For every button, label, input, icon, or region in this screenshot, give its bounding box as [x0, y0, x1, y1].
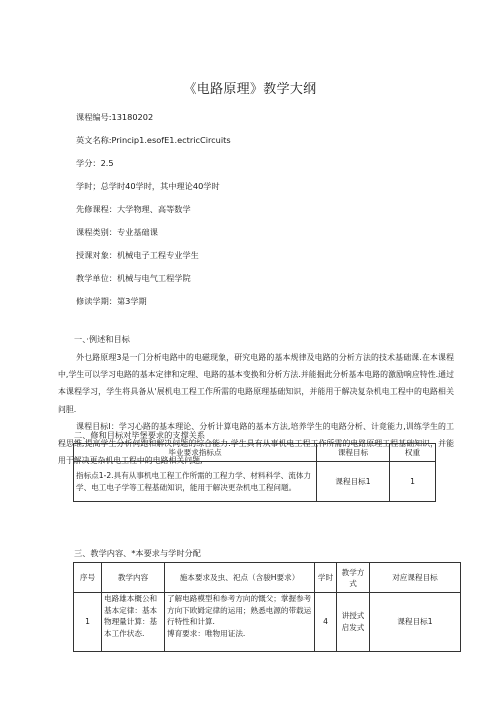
section1-heading: 一、·例述和目标 [74, 334, 130, 344]
course-category: 课程类别：专业基础课 [76, 227, 158, 237]
t1-header-objective: 课程目标 [317, 444, 390, 462]
t1-weight-cell: 1 [390, 462, 436, 502]
t1-objective-cell: 课程目标1 [317, 462, 390, 502]
table-row [74, 593, 461, 652]
t2-requirements-cell: 了解电路模型和参考方向的慨父；掌握参考方向下欧姆定律的运用；熟悉电源的带载运行特性和计算. 博育要求：唯物用证法. [165, 593, 315, 652]
t2-header-requirements: 施本要求及虫、祀点（含骏H要求） [165, 563, 315, 593]
intro-text: 外乜路原理3是一门分析电路中的电磁现象，研究电路的基本规律及电路的分析方法的技术基础课.在本课程中,学生可以学习电路的基本定律和定理、电路的基本变换和分析方法.并能掘此分析基本电路的激励响应特性.通过本课程学习，学生将具备从'展机电工程工作所需的电路原理基础知识，并能用于解决复杂机电工程中的电路相关问胆. [58, 353, 454, 414]
t2-header-hours: 学时 [315, 563, 337, 593]
t2-header-method: 教学方式 [337, 563, 370, 593]
semester: 修读学期：第3学期 [76, 296, 147, 306]
class-hours: 学时；总学时40学时，其中理论40学时 [76, 181, 220, 191]
requirement-support-table [73, 443, 436, 502]
section2-heading: 二、修和目标对毕堡要求的支撑关系 [74, 430, 206, 440]
objective-text: 课程目标I：学习心路的基本理论、分析计算电路的基本方法,培养学生的电路分析、计竟能力,训练学生的工程思维,提高学生分析何跑和解决问题的综合能力.学生具有从事机电工程工作所需的电路原理工程基础知识，并能用于解决更杂机电工程中的电路相关问题, [58, 422, 454, 466]
section3-heading: 三、教学内容、*本要求与学时分配 [74, 548, 201, 558]
prerequisites: 先修课程：大学物理、高等数学 [76, 204, 191, 214]
teaching-unit: 教学单位：机械与电气工程学院 [76, 273, 191, 283]
t1-header-indicator: 毕业要求指标点 [74, 444, 317, 462]
t2-content-cell: 电路雄本概公和基本定律：基本物理量计算：基本工作状态. [102, 593, 165, 652]
table-row [74, 462, 436, 502]
t2-no-cell: 1 [74, 593, 102, 652]
credits: 学分：2.5 [76, 158, 114, 168]
t2-header-content: 教学内容 [102, 563, 165, 593]
t2-header-no: 序号 [74, 563, 102, 593]
target-students: 授课对象：机械电子工程专业学生 [76, 250, 199, 260]
t2-method-cell: 讲授式启发式 [337, 593, 370, 652]
intro-paragraph [58, 349, 454, 418]
t2-objective-cell: 课程目标1 [370, 593, 461, 652]
t1-indicator-cell: 指标点1-2.具有从事机电工程工作所需的工程力学、材料科学、流体力学、电工电子学等工程基础知识，能用于解决更杂机电工程问题。 [74, 462, 317, 502]
course-code: 课程编号:13180202 [76, 112, 154, 122]
document-title: 《电路原理》教学大纲 [183, 82, 317, 97]
content-hours-table [73, 562, 461, 652]
t2-hours-cell: 4 [315, 593, 337, 652]
english-name: 英文名称:Princip1.esofE1.ectricCircuits [76, 135, 231, 145]
t2-header-objective: 对应课程目标 [370, 563, 461, 593]
t1-header-weight: 权重 [390, 444, 436, 462]
